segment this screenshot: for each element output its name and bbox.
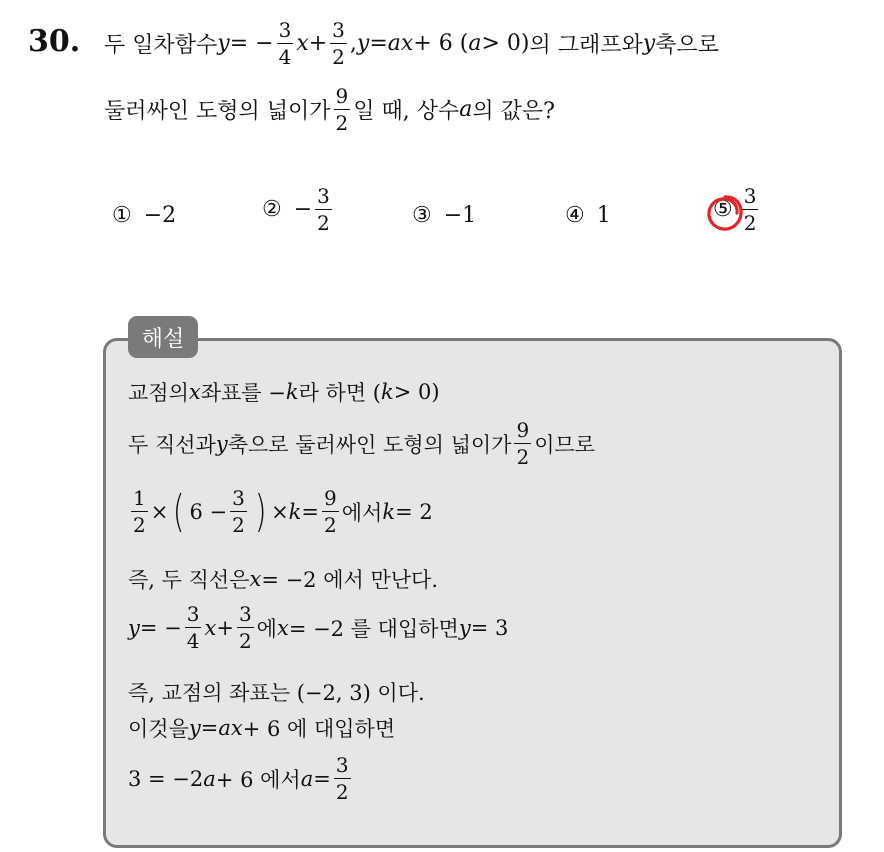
choice-marker: ⑤ xyxy=(713,197,733,222)
plus: + xyxy=(216,615,234,640)
equals-minus: = − xyxy=(229,31,274,56)
var-y: y xyxy=(356,31,370,56)
choice-marker: ③ xyxy=(412,203,432,228)
comma: , xyxy=(349,31,357,56)
solution-tag: 해설 xyxy=(128,316,198,358)
text: 이것을 xyxy=(128,717,189,741)
solution-line-8 xyxy=(128,755,354,802)
fraction-9-2 xyxy=(322,488,339,535)
question-text: 두 일차함수 xyxy=(104,33,218,58)
solution-line-3 xyxy=(128,485,433,537)
choice-value: −2 xyxy=(143,203,177,228)
var-y: y xyxy=(188,716,201,740)
choice-fraction xyxy=(315,186,332,233)
text: = − xyxy=(139,615,182,640)
answer-mark-icon xyxy=(705,193,745,233)
denominator: 2 xyxy=(332,45,345,69)
text: 교점의 xyxy=(128,381,189,405)
numerator: 3 xyxy=(317,184,330,208)
text: 에서 xyxy=(341,500,383,525)
denominator: 2 xyxy=(238,629,252,653)
fraction-9-2 xyxy=(514,420,531,467)
solution-line-6: 즉, 교점의 좌표는 (−2, 3) 이다. xyxy=(128,681,425,705)
fraction-9-2 xyxy=(334,86,351,133)
text: = 2 xyxy=(395,499,433,524)
fraction-3-2 xyxy=(334,755,351,802)
var-y: y xyxy=(642,31,656,56)
fraction-3-2 xyxy=(230,488,247,535)
denominator: 4 xyxy=(278,45,292,69)
text: = −2 에서 만난다. xyxy=(261,568,438,592)
var-y: y xyxy=(217,31,230,56)
fraction-1-2 xyxy=(131,488,148,535)
numerator: 9 xyxy=(324,486,337,510)
numerator: 3 xyxy=(332,18,345,42)
choice-1[interactable] xyxy=(112,203,176,228)
fraction-3-2 xyxy=(237,604,254,651)
solution-line-1 xyxy=(128,377,440,407)
choice-sign: − xyxy=(293,197,313,222)
choice-marker: ① xyxy=(112,203,132,228)
text: 6 − xyxy=(189,499,228,524)
question-text: 의 그래프와 xyxy=(529,33,643,58)
text: + 6 에 대입하면 xyxy=(242,717,396,741)
equals: = xyxy=(301,499,320,524)
equals: = xyxy=(313,766,331,791)
denominator: 4 xyxy=(186,629,200,653)
condition: > 0) xyxy=(481,31,530,56)
var-k: k xyxy=(285,380,299,404)
equals: = xyxy=(369,31,388,56)
choice-value: −1 xyxy=(443,203,477,228)
choice-4[interactable] xyxy=(565,203,611,228)
var-y: y xyxy=(215,431,228,456)
text: 두 직선과 xyxy=(128,432,216,457)
question-text: 일 때, 상수 xyxy=(353,99,460,124)
var-k: k xyxy=(380,380,394,404)
numerator: 3 xyxy=(335,753,349,777)
denominator: 2 xyxy=(133,513,146,537)
constant: + 6 ( xyxy=(413,31,469,56)
question-text: 의 값은? xyxy=(472,99,555,124)
solution-line-4 xyxy=(128,564,438,594)
denominator: 2 xyxy=(516,445,530,469)
numerator: 3 xyxy=(232,486,245,510)
text: 즉, 두 직선은 xyxy=(128,568,250,592)
right-paren: ) xyxy=(254,485,267,537)
var-a: a xyxy=(459,97,473,122)
numerator: 3 xyxy=(186,602,200,626)
fraction-3-4 xyxy=(277,20,294,67)
var-y: y xyxy=(458,615,471,640)
choice-marker: ④ xyxy=(565,203,585,228)
left-paren: ( xyxy=(172,485,185,537)
var-ax: ax xyxy=(387,31,414,56)
times: × xyxy=(271,499,289,524)
question-text: 둘러싸인 도형의 넓이가 xyxy=(104,99,331,124)
choice-marker: ② xyxy=(262,197,282,222)
denominator: 2 xyxy=(335,111,349,135)
plus: + xyxy=(308,31,328,56)
var-ax: ax xyxy=(218,716,243,740)
text: = −2 를 대입하면 xyxy=(288,616,459,641)
var-x: x xyxy=(276,615,289,640)
solution-line-5 xyxy=(128,604,508,651)
question-line-2 xyxy=(104,86,555,133)
choice-value: 1 xyxy=(596,203,611,228)
solution-line-7 xyxy=(128,713,395,743)
text: + 6 에서 xyxy=(215,767,301,792)
question-text: 축으로 xyxy=(655,33,719,58)
var-a: a xyxy=(468,31,482,56)
text: 라 하면 ( xyxy=(298,381,381,405)
var-y: y xyxy=(128,615,140,640)
var-k: k xyxy=(382,499,396,524)
text: 이므로 xyxy=(534,432,596,457)
denominator: 2 xyxy=(317,211,330,235)
denominator: 2 xyxy=(324,513,337,537)
numerator: 1 xyxy=(133,486,146,510)
fraction-3-2 xyxy=(330,20,347,67)
denominator: 2 xyxy=(743,211,757,235)
var-x: x xyxy=(296,31,309,56)
denominator: 2 xyxy=(335,780,349,804)
text: = 3 xyxy=(470,615,509,640)
var-a: a xyxy=(300,766,314,791)
question-number: 30. xyxy=(28,24,81,59)
text: > 0) xyxy=(393,380,440,404)
choice-2[interactable] xyxy=(262,186,335,233)
text: 축으로 둘러싸인 도형의 넓이가 xyxy=(227,432,512,457)
numerator: 9 xyxy=(516,418,530,442)
var-x: x xyxy=(249,567,262,591)
fraction-3-4 xyxy=(185,604,202,651)
numerator: 9 xyxy=(335,84,349,108)
times: × xyxy=(150,499,169,524)
numerator: 3 xyxy=(278,18,292,42)
solution-line-2 xyxy=(128,420,595,467)
numerator: 3 xyxy=(238,602,252,626)
var-x: x xyxy=(188,380,201,404)
var-x: x xyxy=(204,615,217,640)
text: 에 xyxy=(256,616,277,641)
var-a: a xyxy=(203,766,216,791)
text: 좌표를 − xyxy=(200,381,286,405)
numerator: 3 xyxy=(743,184,757,208)
text: 3 = −2 xyxy=(128,766,204,791)
denominator: 2 xyxy=(232,513,245,537)
question-line-1 xyxy=(104,20,719,67)
choice-3[interactable] xyxy=(412,203,476,228)
equals: = xyxy=(200,716,219,740)
var-k: k xyxy=(288,499,302,524)
